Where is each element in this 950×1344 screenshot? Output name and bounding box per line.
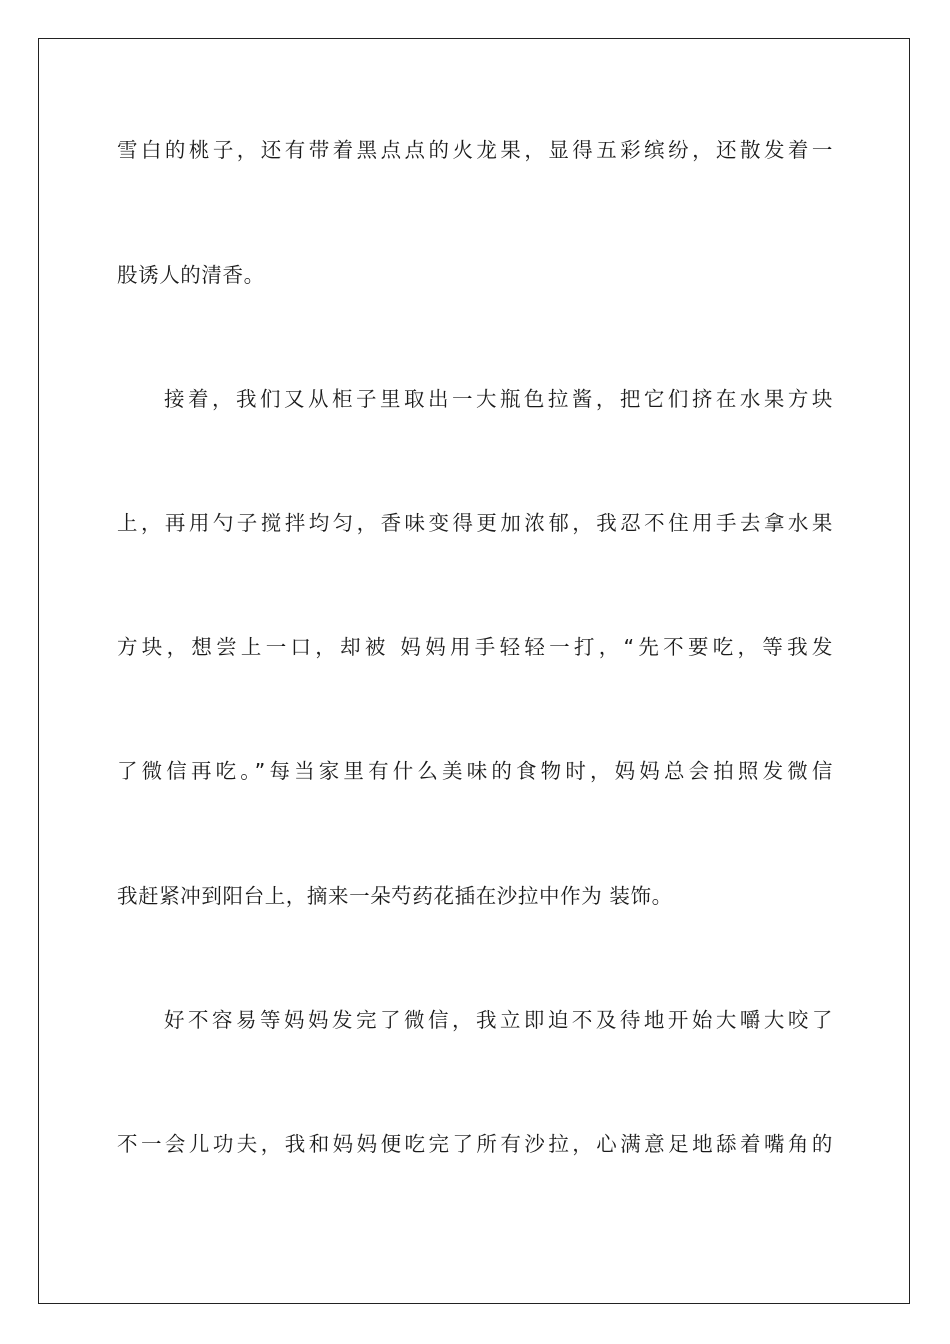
- text-line-4: 上，再用勺子搅拌均匀，香味变得更加浓郁，我忍不住用手去拿水果: [117, 511, 833, 535]
- text-line-3: 接着，我们又从柜子里取出一大瓶色拉酱，把它们挤在水果方块: [164, 387, 833, 411]
- text-line-1: 雪白的桃子，还有带着黑点点的火龙果，显得五彩缤纷，还散发着一: [117, 138, 833, 162]
- text-line-7: 我赶紧冲到阳台上，摘来一朵芍药花插在沙拉中作为 装饰。: [117, 884, 673, 908]
- page-border: [38, 38, 910, 1304]
- text-line-6: 了微信再吃。”每当家里有什么美味的食物时，妈妈总会拍照发微信: [117, 759, 833, 783]
- text-line-5: 方块，想尝上一口，却被 妈妈用手轻轻一打，“先不要吃，等我发: [117, 635, 833, 659]
- text-line-8: 好不容易等妈妈发完了微信，我立即迫不及待地开始大嚼大咬了: [164, 1008, 833, 1032]
- text-line-9: 不一会儿功夫，我和妈妈便吃完了所有沙拉，心满意足地舔着嘴角的: [117, 1132, 833, 1156]
- text-line-2: 股诱人的清香。: [117, 263, 265, 287]
